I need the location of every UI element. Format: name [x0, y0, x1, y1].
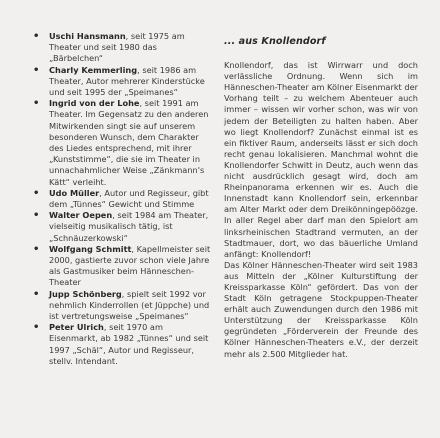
cast-list: [31, 31, 213, 367]
cast-item: [31, 289, 213, 323]
cast-description: , seit 1986 am Theater, Autor mehrerer Kinderstücke und seit 1995 der „Speimanes“: [49, 64, 205, 98]
cast-name: Ingrid von der Lohe: [49, 98, 140, 109]
bullet-icon: •: [33, 31, 40, 42]
cast-description: , spielt seit 1992 vor nehmlich Kinderrollen (et Jüppche) und ist vertretungsweise „Speimanes“: [49, 288, 210, 322]
bullet-icon: •: [33, 98, 40, 110]
article-heading: ... aus Knollendorf: [224, 36, 326, 47]
bullet-icon: •: [33, 243, 40, 255]
bullet-icon: •: [33, 64, 40, 76]
bullet-icon: •: [33, 210, 40, 222]
cast-name: Udo Müller: [49, 187, 100, 198]
cast-item: [31, 31, 213, 65]
cast-description: , seit 1975 am Theater und seit 1980 das „Bärbelchen“: [49, 31, 185, 64]
bullet-icon: •: [33, 288, 40, 300]
cast-description: , Kapellmeister seit 2000, gastierte zuvor schon viele Jahre als Gastmusiker beim Hänneschen-Theater: [49, 243, 211, 288]
article-column: [224, 36, 418, 360]
cast-item: [31, 65, 213, 99]
cast-description: , seit 1970 am Eisenmarkt, ab 1982 „Tünnes“ und seit 1997 „Schäl“, Autor und Regisseur, stellv. Intendant.: [49, 322, 209, 366]
cast-name: Charly Kemmerling: [49, 64, 138, 75]
cast-name: Uschi Hansmann: [49, 31, 126, 41]
bullet-icon: •: [33, 322, 40, 334]
cast-description: , Autor und Regisseur, gibt dem „Tünnes“ Gewicht und Stimme: [49, 187, 209, 210]
cast-name: Peter Ulrich: [49, 322, 104, 333]
cast-item: [31, 244, 213, 289]
cast-item: [31, 210, 213, 244]
cast-item: [31, 322, 213, 367]
cast-name: Walter Oepen: [49, 210, 113, 221]
cast-description: , seit 1984 am Theater, vielseitig musikalisch tätig, ist „Schnäuzerkowski“: [49, 210, 209, 243]
cast-name: Jupp Schönberg: [49, 288, 122, 299]
cast-list-column: [31, 31, 213, 367]
cast-item: [31, 188, 213, 210]
cast-name: Wolfgang Schmitt: [49, 243, 132, 254]
cast-item: [31, 98, 213, 188]
article-paragraph: Das Kölner Hänneschen-Theater wird seit 1983 aus Mitteln der „Kölner Kulturstiftung der Kreissparkasse Köln“ gefördert. Das von der Stadt Köln getragene Stockpuppen-Theater erhält auch Zuwendungen durch den 1986 mit Unterstützung der Kreissparkasse Köln gegründeten „Förderverein der Freunde des Kölner Hänneschen-Theaters e.V., der derzeit mehr als 2.500 Mitglieder hat.: [224, 259, 418, 359]
bullet-icon: •: [33, 187, 40, 199]
cast-description: , seit 1991 am Theater. Im Gegensatz zu den anderen Mitwirkenden singt sie auf unserem besonderen Wunsch, dem Charakter des Liedes entsprechend, mit ihrer „Kunststimme“, die sie im Theater in unnachahmlicher Weise „Zänkmann's Kätt“ verleiht.: [49, 98, 209, 187]
article-paragraph: Knollendorf, das ist Wirrwarr und doch verlässliche Ordnung. Wenn sich im Hänneschen-Theater am Kölner Eisenmarkt der Vorhang teilt – zu welchem Abenteuer auch immer – wissen wir vorher schon, was wir von jedem der Beteiligten zu halten haben. Aber wo liegt Knollendorf? Zunächst einmal ist es ein fiktiver Raum, anderseits lässt er sich doch recht genau lokalisieren. Manchmal wohnt die Knollendorfer Schwitt in Deutz, auch wenn das nicht ausdrücklich gesagt wird, doch am Rheinpanorama erkennen wir es. Auch die Innenstadt kann Knollendorf sein, erkennbar am Alter Markt oder dem Dreikönningepöözge. In aller Regel aber darf man den Spielort am linksrheinischen Stadtrand vermuten, an der Stadtmauer, dort, wo das bäuerliche Umland anfängt: Knollendorf!: [224, 60, 418, 259]
